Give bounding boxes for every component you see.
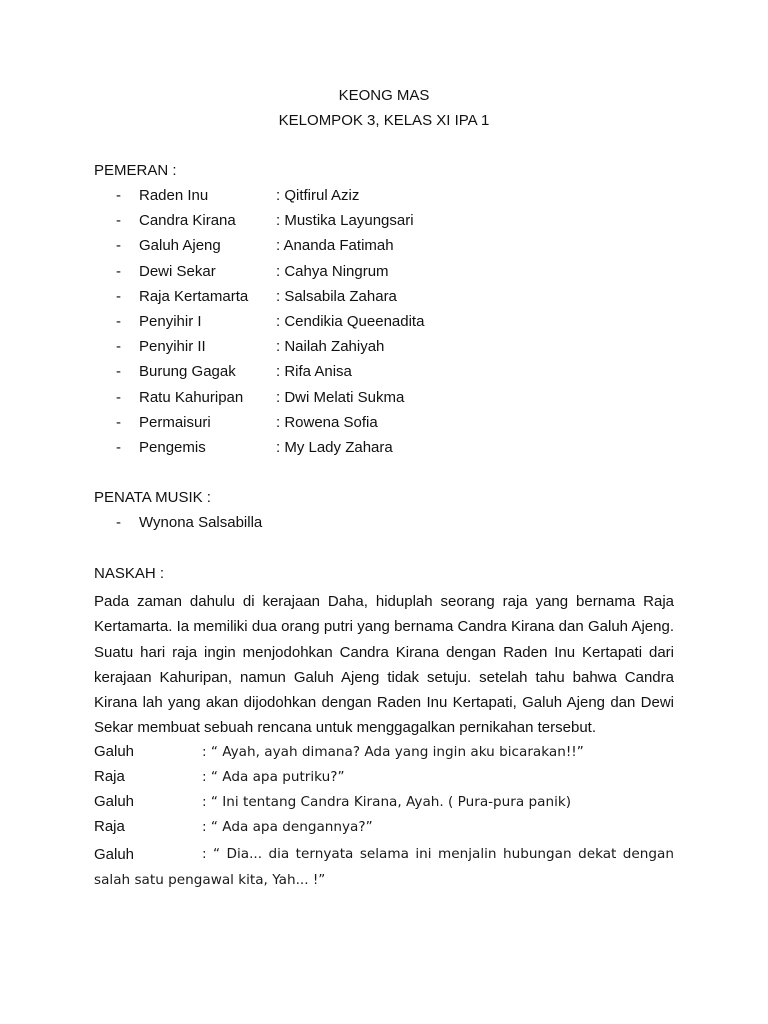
cast-heading: PEMERAN : — [94, 162, 177, 179]
list-dash: - — [116, 237, 121, 255]
cast-role: Raden Inu — [139, 187, 209, 204]
cast-actor: : Nailah Zahiyah — [276, 338, 385, 356]
intro-paragraph: Pada zaman dahulu di kerajaan Daha, hiduplah seorang raja yang bernama Raja Kertamarta. Ia memiliki dua orang putri yang bernama Candra Kirana dan Galuh Ajeng. Suatu hari raja ingin menjodohkan Candra Kirana dengan Raden Inu Kertapati dari kerajaan Kahuripan, namun Galuh Ajeng tidak setuju. setelah tahu bahwa Candra Kirana lah yang akan dijodohkan dengan Raden Inu Kertapati, Galuh Ajeng dan Dewi Sekar membuat sebuah rencana untuk menggagalkan pernikahan tersebut. — [94, 593, 674, 737]
cast-role: Dewi Sekar — [139, 262, 216, 280]
list-dash: - — [116, 312, 121, 330]
cast-item — [0, 186, 768, 211]
dialogue-speaker: Galuh — [94, 846, 135, 863]
document-title: KEONG MAS — [338, 87, 430, 104]
cast-item — [0, 438, 768, 463]
cast-role: Ratu Kahuripan — [139, 388, 244, 406]
list-dash: - — [116, 212, 121, 230]
cast-actor: : Rifa Anisa — [276, 363, 352, 381]
dialogue-speaker: Galuh — [94, 743, 135, 760]
cast-actor: : Mustika Layungsari — [276, 212, 414, 230]
dialogue-text: : “ Ayah, ayah dimana? Ada yang ingin aku bicarakan!!” — [202, 744, 584, 760]
dialogue-line — [94, 842, 674, 893]
cast-item — [0, 362, 768, 387]
cast-list — [0, 186, 768, 463]
cast-actor: : Cahya Ningrum — [276, 262, 389, 280]
cast-role: Penyihir II — [139, 338, 206, 356]
cast-item — [0, 211, 768, 236]
cast-item — [0, 312, 768, 337]
dialogue-speaker: Raja — [94, 768, 125, 785]
cast-actor: : Qitfirul Aziz — [276, 187, 360, 204]
cast-actor: : Cendikia Queenadita — [276, 312, 425, 330]
cast-role: Pengemis — [139, 438, 206, 456]
script-heading: NASKAH : — [94, 565, 165, 582]
list-dash: - — [116, 363, 121, 381]
music-person: Wynona Salsabilla — [139, 514, 263, 531]
list-dash: - — [116, 338, 121, 356]
list-dash: - — [116, 388, 121, 406]
list-dash: - — [116, 514, 121, 531]
dialogue-text: : “ Ada apa dengannya?” — [202, 819, 373, 835]
cast-item — [0, 337, 768, 362]
cast-actor: : Salsabila Zahara — [276, 287, 397, 305]
dialogue-speaker: Galuh — [94, 793, 135, 810]
music-heading: PENATA MUSIK : — [94, 489, 211, 506]
cast-item — [0, 262, 768, 287]
list-dash: - — [116, 438, 121, 456]
cast-actor: : Ananda Fatimah — [276, 237, 394, 255]
cast-role: Burung Gagak — [139, 363, 236, 381]
cast-item — [0, 287, 768, 312]
list-dash: - — [116, 187, 121, 204]
cast-actor: : Dwi Melati Sukma — [276, 388, 405, 406]
cast-role: Raja Kertamarta — [139, 287, 249, 305]
cast-actor: : My Lady Zahara — [276, 438, 393, 456]
dialogue-text: : “ Dia... dia ternyata selama ini menjalin hubungan dekat dengan salah satu pengawal kita, Yah... !” — [94, 846, 674, 888]
cast-role: Candra Kirana — [139, 212, 236, 230]
cast-role: Penyihir I — [139, 312, 202, 330]
dialogue-text: : “ Ini tentang Candra Kirana, Ayah. ( Pura-pura panik) — [202, 794, 572, 810]
cast-role: Galuh Ajeng — [139, 237, 221, 255]
list-dash: - — [116, 413, 121, 431]
music-list — [0, 513, 768, 533]
document-subtitle: KELOMPOK 3, KELAS XI IPA 1 — [278, 112, 490, 129]
dialogue-speaker: Raja — [94, 818, 125, 835]
list-dash: - — [116, 262, 121, 280]
dialogue-text: : “ Ada apa putriku?” — [202, 769, 345, 785]
cast-item — [0, 236, 768, 261]
list-dash: - — [116, 287, 121, 305]
cast-item — [0, 388, 768, 413]
cast-role: Permaisuri — [139, 413, 211, 431]
cast-actor: : Rowena Sofia — [276, 413, 378, 431]
cast-item — [0, 413, 768, 438]
